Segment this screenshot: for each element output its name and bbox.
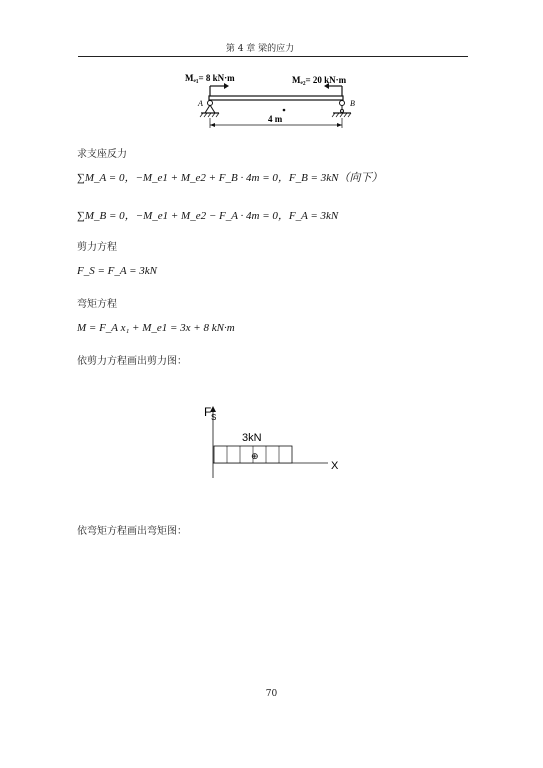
moment-equation: M = F_A x₁ + M_e1 = 3x + 8 kN·m bbox=[77, 322, 235, 334]
sum-mb-equation bbox=[77, 207, 338, 223]
sum-mb-text: ∑M_B = 0，−M_e1 + M_e2 − F_A · 4m = 0，F_A = 3kN bbox=[77, 210, 339, 222]
reactions-heading: 求支座反力 bbox=[77, 149, 127, 160]
sum-ma-equation bbox=[77, 169, 382, 185]
shear-equation: F_S = F_A = 3kN bbox=[77, 265, 158, 277]
page-header: 第 4 章 梁的应力 bbox=[225, 44, 295, 54]
y-axis-label: F bbox=[204, 405, 212, 419]
page-number: 70 bbox=[265, 689, 278, 699]
span-label: 4 m bbox=[268, 114, 283, 124]
positive-sign-icon: ⊕ bbox=[251, 452, 259, 462]
shear-value-label: 3kN bbox=[242, 432, 262, 444]
moment-me1-arrow bbox=[210, 83, 229, 96]
moment-diagram-heading: 依弯矩方程画出弯矩图： bbox=[77, 526, 187, 537]
support-b-label: B bbox=[350, 99, 355, 108]
me2-label: Mₑ₂= 20 kN·m bbox=[292, 75, 347, 85]
support-b-icon bbox=[332, 101, 351, 118]
shear-diagram-heading: 依剪力方程画出剪力图： bbox=[77, 356, 187, 367]
y-axis-subscript: S bbox=[211, 413, 217, 422]
support-a-label: A bbox=[198, 99, 203, 108]
shear-force-diagram bbox=[198, 398, 358, 488]
header-rule bbox=[78, 56, 468, 57]
sum-ma-text: ∑M_A = 0，−M_e1 + M_e2 + F_B · 4m = 0，F_B = 3kN（向下） bbox=[77, 172, 383, 184]
moment-heading: 弯矩方程 bbox=[77, 299, 117, 310]
shear-heading: 剪力方程 bbox=[77, 242, 117, 253]
beam-figure bbox=[180, 70, 380, 132]
beam bbox=[209, 96, 343, 100]
me1-label: Mₑ₁= 8 kN·m bbox=[185, 73, 235, 83]
midspan-dot bbox=[283, 109, 286, 112]
x-axis-label: X bbox=[331, 460, 339, 472]
